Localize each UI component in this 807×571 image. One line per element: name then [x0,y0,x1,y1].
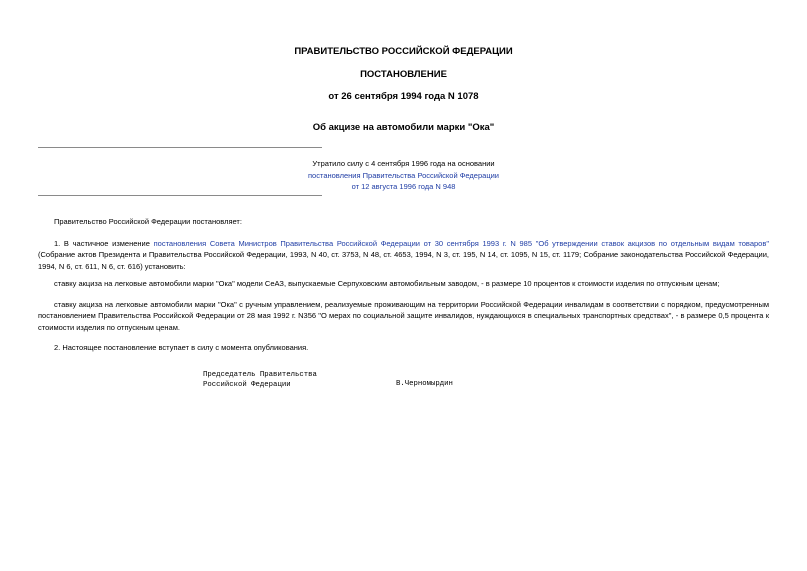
signatory-position-line-1: Председатель Правительства [203,371,317,379]
status-note-text: Утратило силу с 4 сентября 1996 года на основании [312,159,495,168]
item-1-paragraph [38,238,769,272]
top-divider [38,147,322,148]
item-1-suffix: (Собрание актов Президента и Правительства Российской Федерации, 1993, N 40, ст. 3753, N 48, ст. 4653, 1994, N 3, ст. 195, N 14, ст. 1095, N 15, ст. 1179; Собрание законодательства Российской Федерации, 1994, N 6, ст. 611, N 6, ст. 616) установить: [38,250,769,271]
signatory-position-line-2: Российской Федерации [203,380,291,389]
intro-paragraph: Правительство Российской Федерации постановляет: [54,217,242,226]
repeal-decree-date-link[interactable]: от 12 августа 1996 года N 948 [351,182,456,191]
rate-1-paragraph: ставку акциза на легковые автомобили марки "Ока" модели СеАЗ, выпускаемые Серпуховским автомобильным заводом, - в размере 10 процентов к стоимости изделия по отпускным ценам; [54,279,720,288]
repeal-decree-link[interactable]: постановления Правительства Российской Федерации [307,170,499,180]
council-decree-link[interactable]: постановления Совета Министров Правительства Российской Федерации от 30 сентября 1993 г. N 985 "Об утверждении ставок акцизов по отдельным видам товаров" [153,239,769,248]
government-heading: ПРАВИТЕЛЬСТВО РОССИЙСКОЙ ФЕДЕРАЦИИ [294,46,513,57]
document-title: Об акцизе на автомобили марки "Ока" [312,122,495,133]
signatory-position [203,371,317,390]
rate-2-paragraph: ставку акциза на легковые автомобили марки "Ока" с ручным управлением, реализуемые проживающим на территории Российской Федерации инвалидам в соответствии с порядком, предусмотренным постановлением Правительства Российской Федерации от 28 мая 1992 г. N356 "О мерах по социальной защите инвалидов, нуждающихся в специальных транспортных средствах", - в размере 0,5 процента к стоимости изделия по отпускным ценам. [38,300,769,332]
date-number-heading: от 26 сентября 1994 года N 1078 [328,91,479,102]
bottom-divider [38,195,322,196]
item-1-prefix: 1. В частичное изменение [54,239,154,248]
signatory-name: В.Черномырдин [396,380,453,388]
status-note [0,158,807,193]
item-2-paragraph: 2. Настоящее постановление вступает в силу с момента опубликования. [54,343,309,352]
document-type-heading: ПОСТАНОВЛЕНИЕ [360,69,447,80]
